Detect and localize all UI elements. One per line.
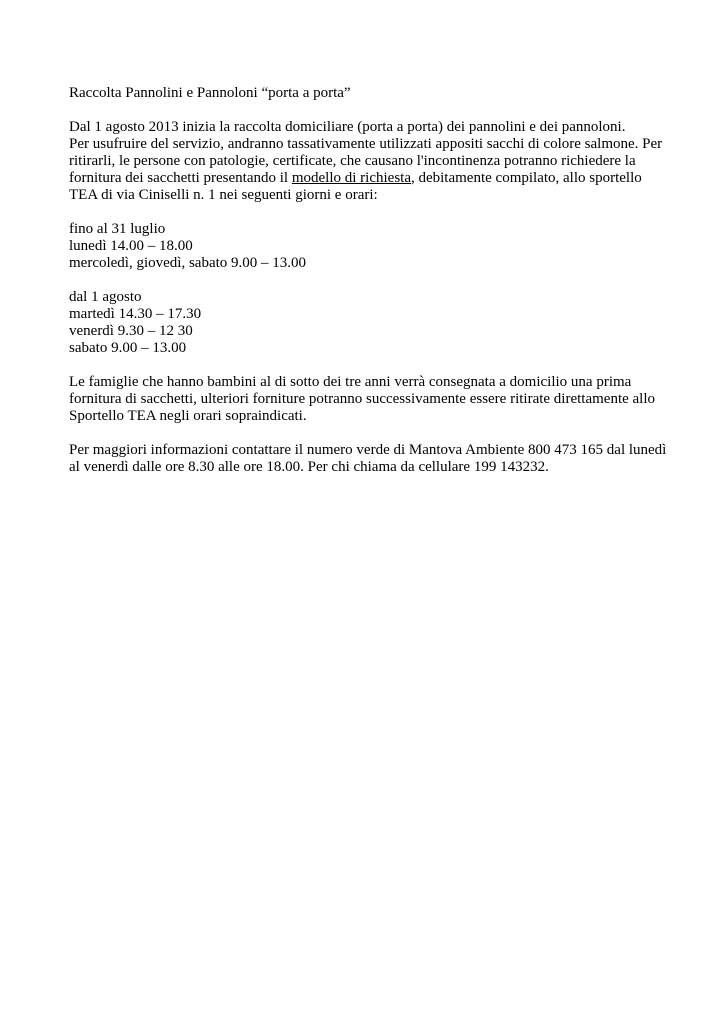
schedule-row: sabato 9.00 – 13.00 (69, 340, 187, 356)
intro-paragraph (69, 119, 669, 204)
families-paragraph (69, 374, 669, 425)
intro-line (69, 170, 669, 187)
schedule-row: lunedì 14.00 – 18.00 (69, 238, 193, 254)
intro-line: TEA di via Ciniselli n. 1 nei seguenti giorni e orari: (69, 187, 378, 203)
families-line: Sportello TEA negli orari sopraindicati. (69, 408, 307, 424)
schedule-heading: fino al 31 luglio (69, 221, 166, 237)
schedule-row: venerdì 9.30 – 12 30 (69, 323, 193, 339)
info-paragraph (69, 442, 669, 476)
intro-text: fornitura dei sacchetti presentando il (69, 170, 292, 186)
families-line: Le famiglie che hanno bambini al di sotto dei tre anni verrà consegnata a domicilio una prima (69, 374, 632, 390)
info-line: Per maggiori informazioni contattare il numero verde di Mantova Ambiente 800 473 165 dal lunedì (69, 442, 667, 458)
families-line: fornitura di sacchetti, ulteriori forniture potranno successivamente essere ritirate direttamente allo (69, 391, 656, 407)
document-title: Raccolta Pannolini e Pannoloni “porta a porta” (69, 85, 351, 101)
schedule-heading: dal 1 agosto (69, 289, 142, 305)
schedule-row: mercoledì, giovedì, sabato 9.00 – 13.00 (69, 255, 307, 271)
schedule-from-block (69, 289, 669, 357)
intro-line: Dal 1 agosto 2013 inizia la raccolta domiciliare (porta a porta) dei pannolini e dei pannoloni. (69, 119, 626, 135)
schedule-row: martedì 14.30 – 17.30 (69, 306, 202, 322)
document-body (69, 85, 669, 493)
intro-line: Per usufruire del servizio, andranno tassativamente utilizzati appositi sacchi di colore salmone. Per (69, 136, 663, 152)
schedule-until-block (69, 221, 669, 272)
intro-text: , debitamente compilato, allo sportello (410, 170, 642, 186)
intro-line: ritirarli, le persone con patologie, certificate, che causano l'incontinenza potranno richiedere la (69, 153, 636, 169)
info-line: al venerdì dalle ore 8.30 alle ore 18.00. Per chi chiama da cellulare 199 143232. (69, 459, 549, 475)
request-form-link[interactable]: modello di richiesta (291, 170, 411, 186)
